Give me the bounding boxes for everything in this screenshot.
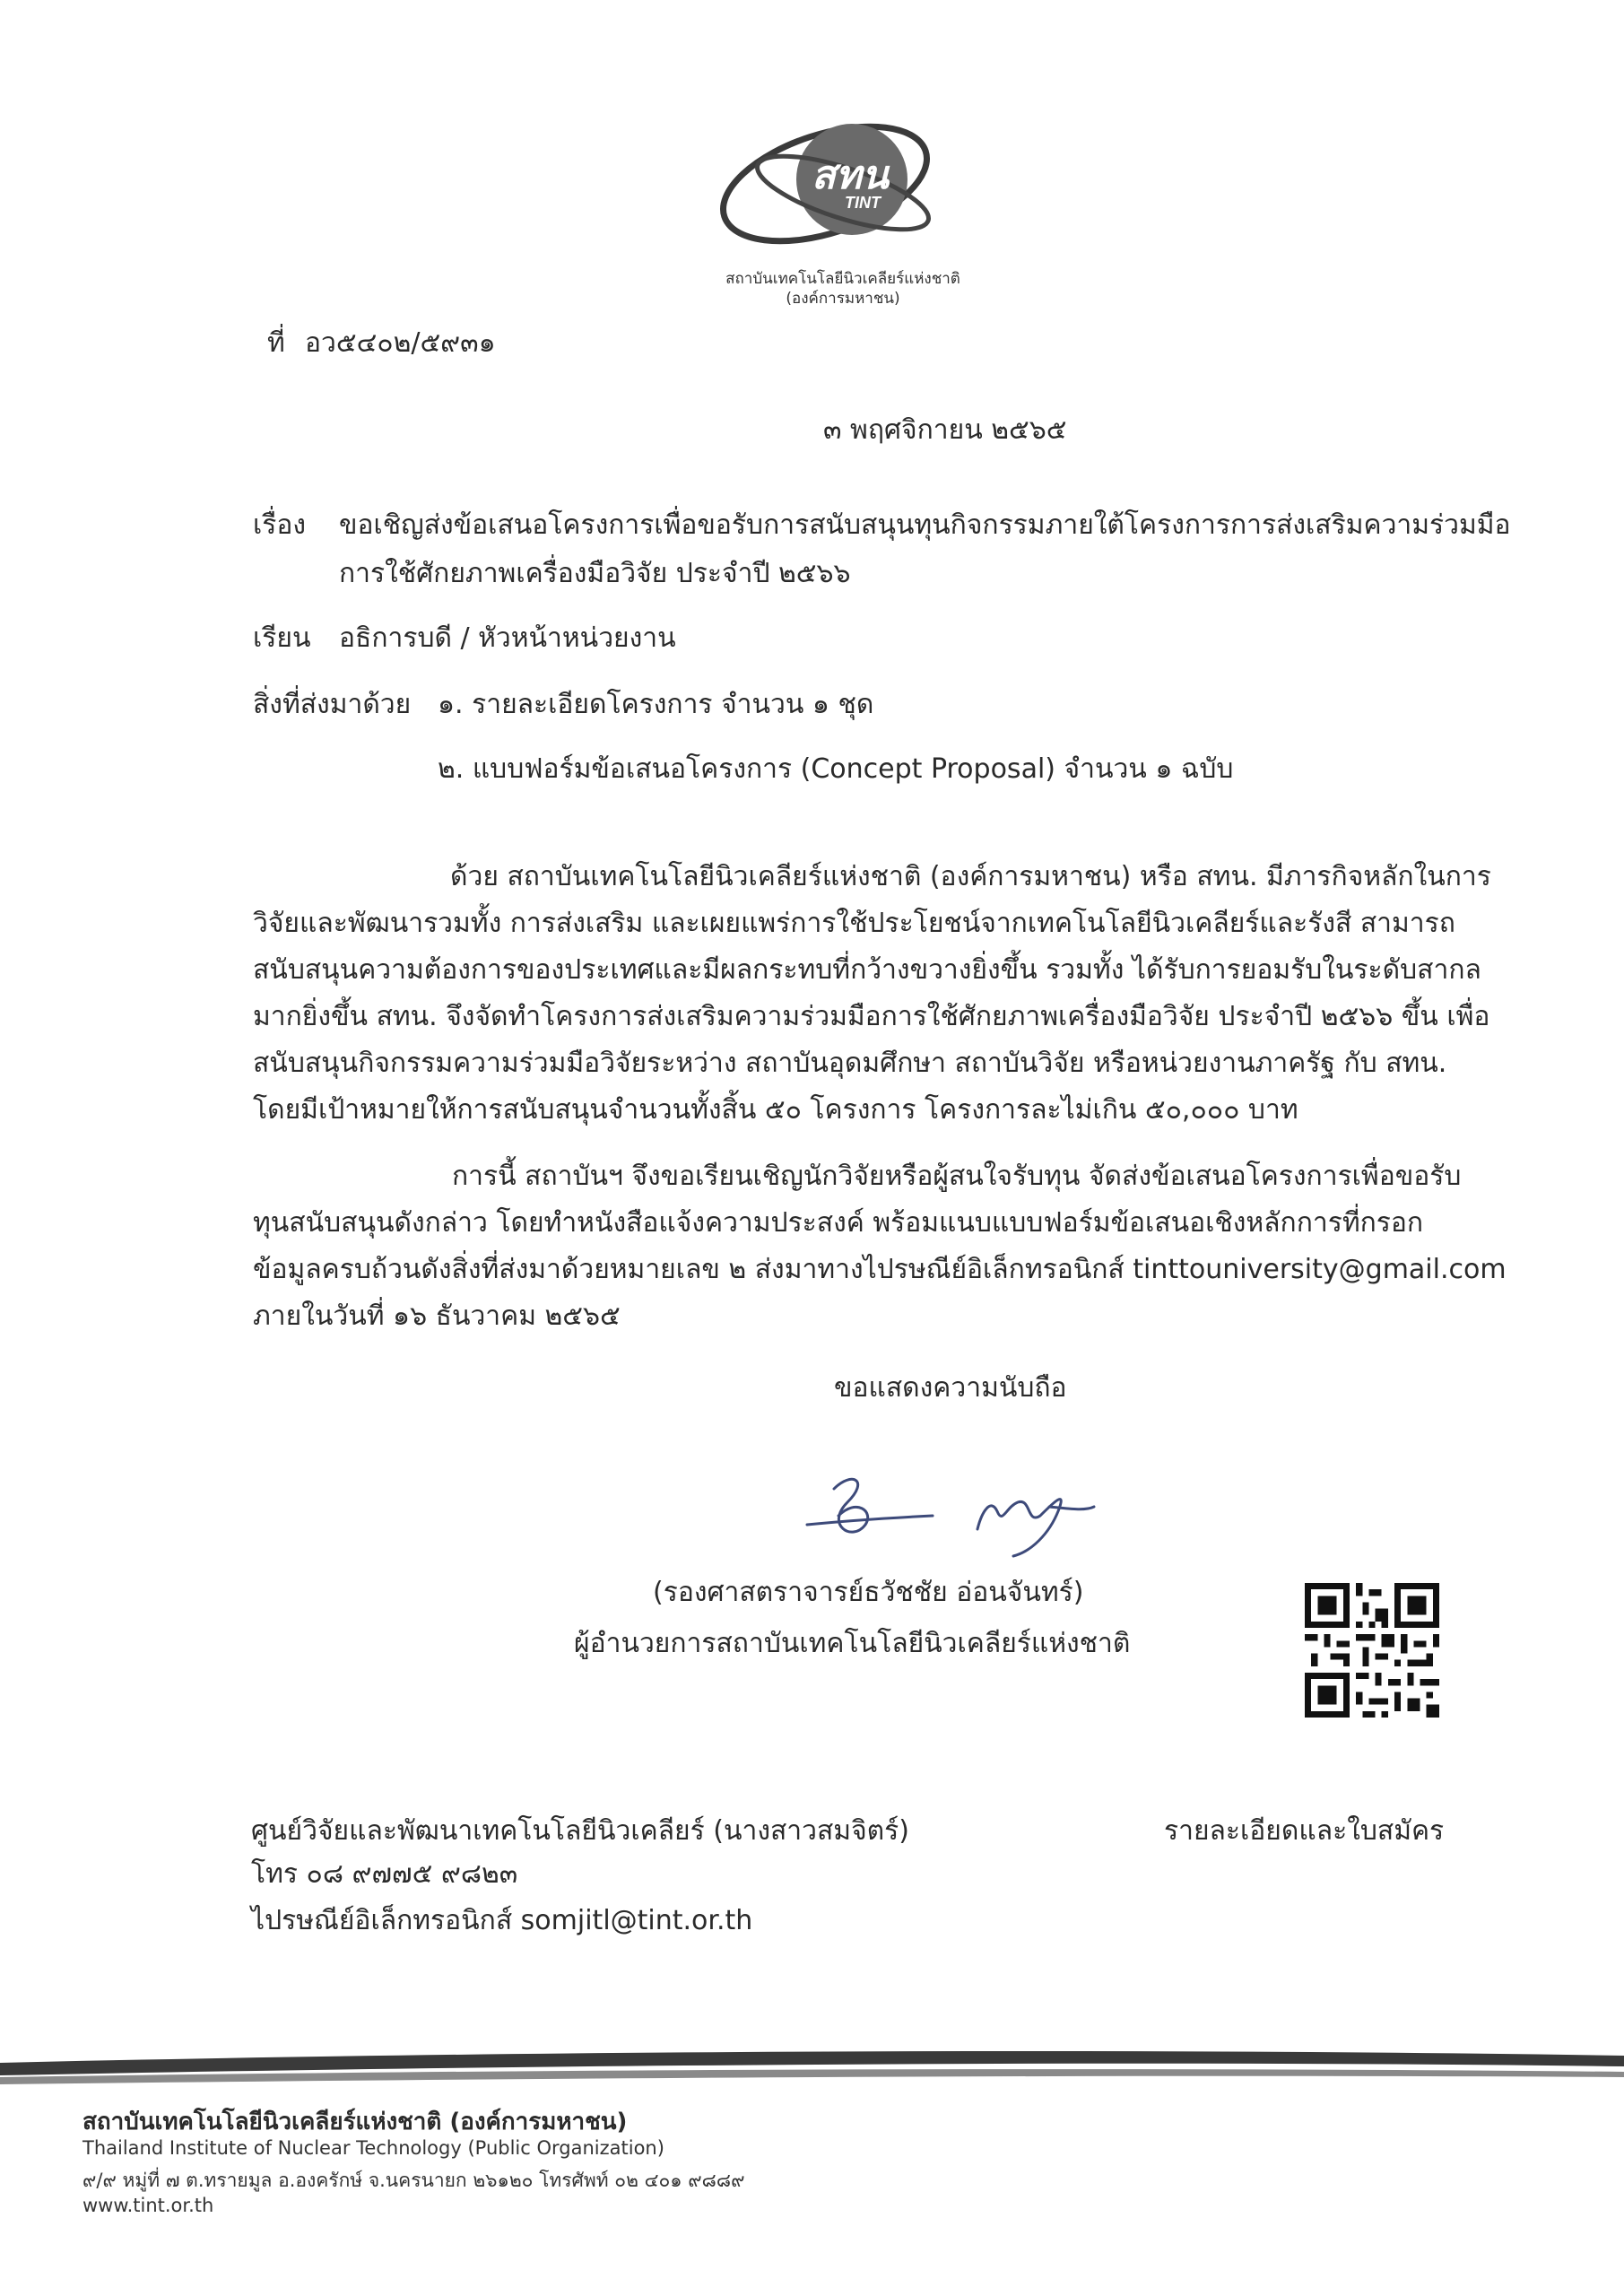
enclosures-label: สิ่งที่ส่งมาด้วย — [253, 689, 412, 720]
body-p1-line: สนับสนุนกิจกรรมความร่วมมือวิจัยระหว่าง สถาบันอุดมศึกษา สถาบันวิจัย หรือหน่วยงานภาครัฐ กับ สทน. — [253, 1048, 1447, 1079]
subject-label: เรื่อง — [253, 509, 307, 541]
body-paragraph-2 — [253, 1153, 1507, 1340]
contact-email: ไปรษณีย์อิเล็กทรอนิกส์ somjitl@tint.or.th — [251, 1905, 753, 1936]
closing-salutation: ขอแสดงความนับถือ — [834, 1372, 1067, 1404]
qr-code — [1305, 1583, 1439, 1718]
body-p2-line: ภายในวันที่ ๑๖ ธันวาคม ๒๕๖๕ — [253, 1300, 621, 1332]
body-p2-line: ข้อมูลครบถ้วนดังสิ่งที่ส่งมาด้วยหมายเลข ๒ ส่งมาทางไปรษณีย์อิเล็กทรอนิกส์ tinttouniversity@gmail.com — [253, 1254, 1507, 1285]
body-p1-line: มากยิ่งขึ้น สทน. จึงจัดทำโครงการส่งเสริมความร่วมมือการใช้ศักยภาพเครื่องมือวิจัย ประจำปี ๒๕๖๖ ขึ้น เพื่อ — [253, 1001, 1490, 1032]
subject-line1: ขอเชิญส่งข้อเสนอโครงการเพื่อขอรับการสนับสนุนทุนกิจกรรมภายใต้โครงการการส่งเสริมความร่วมมือ — [339, 509, 1511, 541]
footer-swoosh — [0, 2036, 1624, 2090]
logo-caption — [682, 269, 1004, 309]
recipient-label: เรียน — [253, 622, 311, 654]
body-paragraph-1 — [253, 854, 1491, 1134]
footer-org-th: สถาบันเทคโนโลยีนิวเคลียร์แห่งชาติ (องค์การมหาชน) — [83, 2109, 628, 2135]
footer-org-en: Thailand Institute of Nuclear Technology (Public Organization) — [83, 2137, 664, 2159]
footer-website: www.tint.or.th — [83, 2195, 214, 2216]
ref-number: อว๕๔๐๒/๕๙๓๑ — [305, 327, 496, 359]
enclosure-item-1: ๑. รายละเอียดโครงการ จำนวน ๑ ชุด — [438, 689, 874, 720]
ref-label: ที่ — [267, 327, 285, 359]
recipient-value: อธิการบดี / หัวหน้าหน่วยงาน — [339, 622, 676, 654]
footer-address: ๙/๙ หมู่ที่ ๗ ต.ทรายมูล อ.องครักษ์ จ.นครนายก ๒๖๑๒๐ โทรศัพท์ ๐๒ ๔๐๑ ๙๘๘๙ — [83, 2170, 745, 2191]
body-p1-line: สนับสนุนความต้องการของประเทศและมีผลกระทบที่กว้างขวางยิ่งขึ้น รวมทั้ง ได้รับการยอมรับในระดับสากล — [253, 954, 1481, 986]
logo-text-th: สทน — [812, 153, 889, 197]
contact-phone: โทร ๐๘ ๙๗๗๕ ๙๘๒๓ — [251, 1858, 518, 1890]
body-p2-line: ทุนสนับสนุนดังกล่าว โดยทำหนังสือแจ้งความประสงค์ พร้อมแนบแบบฟอร์มข้อเสนอเชิงหลักการที่กรอก — [253, 1207, 1424, 1239]
body-p1-line: โดยมีเป้าหมายให้การสนับสนุนจำนวนทั้งสิ้น ๕๐ โครงการ โครงการละไม่เกิน ๕๐,๐๐๐ บาท — [253, 1094, 1298, 1126]
logo-caption-line2: (องค์การมหาชน) — [786, 290, 900, 308]
logo-text-en: TINT — [845, 194, 881, 212]
signer-name: (รองศาสตราจารย์ธวัชชัย อ่อนจันทร์) — [653, 1577, 1084, 1608]
body-p2-line: การนี้ สถาบันฯ จึงขอเรียนเชิญนักวิจัยหรือผู้สนใจรับทุน จัดส่งข้อเสนอโครงการเพื่อขอรับ — [452, 1161, 1462, 1192]
signature-image — [798, 1462, 1121, 1561]
logo-caption-line1: สถาบันเทคโนโลยีนิวเคลียร์แห่งชาติ — [725, 270, 960, 288]
enclosure-item-2: ๒. แบบฟอร์มข้อเสนอโครงการ (Concept Proposal) จำนวน ๑ ฉบับ — [438, 753, 1234, 785]
body-p1-line: ด้วย สถาบันเทคโนโลยีนิวเคลียร์แห่งชาติ (องค์การมหาชน) หรือ สทน. มีภารกิจหลักในการ — [450, 861, 1491, 892]
signer-title: ผู้อำนวยการสถาบันเทคโนโลยีนิวเคลียร์แห่งชาติ — [574, 1628, 1131, 1659]
contact-department: ศูนย์วิจัยและพัฒนาเทคโนโลยีนิวเคลียร์ (นางสาวสมจิตร์) — [251, 1815, 909, 1847]
body-p1-line: วิจัยและพัฒนารวมทั้ง การส่งเสริม และเผยแพร่การใช้ประโยชน์จากเทคโนโลยีนิวเคลียร์และรังสี สามารถ — [253, 908, 1455, 939]
letter-date: ๓ พฤศจิกายน ๒๕๖๕ — [823, 414, 1067, 446]
qr-caption: รายละเอียดและใบสมัคร — [1164, 1815, 1445, 1847]
subject-line2: การใช้ศักยภาพเครื่องมือวิจัย ประจำปี ๒๕๖๖ — [339, 558, 851, 589]
